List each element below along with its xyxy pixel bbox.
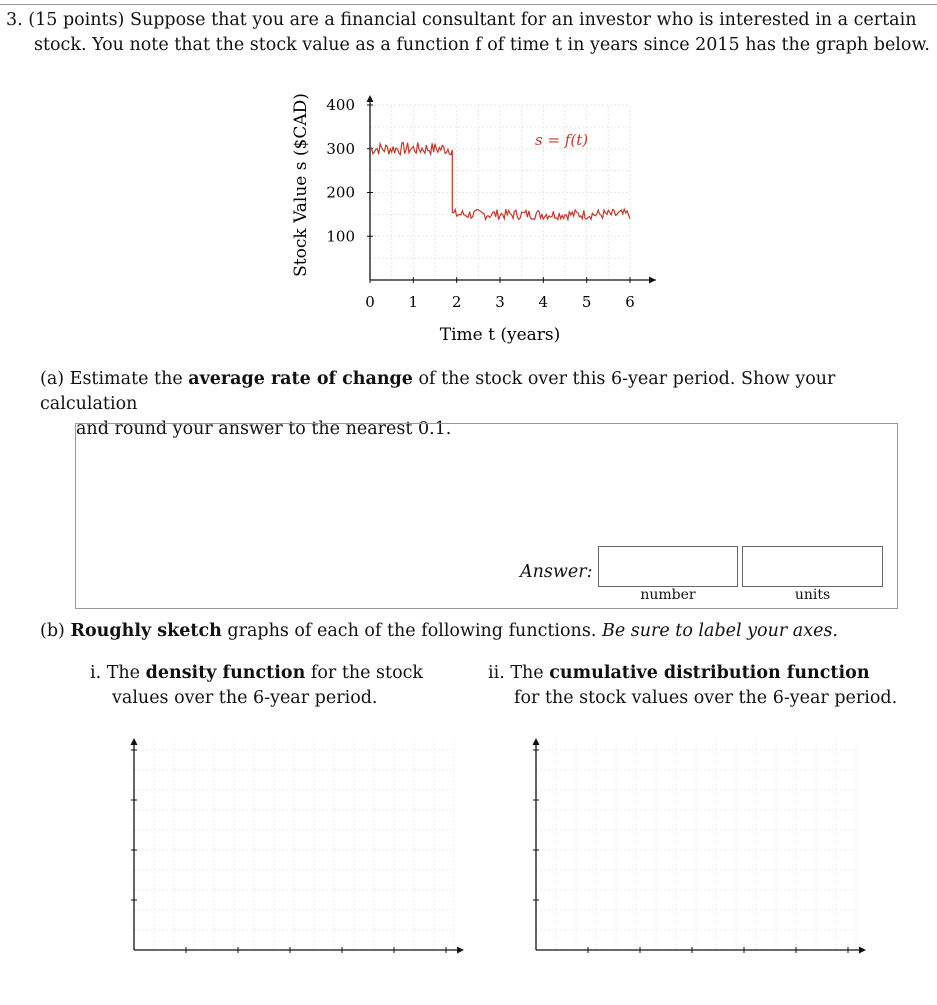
- x-tick-label: 2: [451, 293, 462, 311]
- part-a-bold: average rate of change: [188, 369, 413, 389]
- units-label: units: [794, 587, 831, 603]
- x-tick-label: 5: [581, 293, 592, 311]
- part-b-main-text: graphs of each of the following functions.: [227, 621, 597, 641]
- part-b-italic: Be sure to label your axes.: [601, 621, 838, 641]
- stock-chart: [280, 85, 660, 350]
- number-answer-box[interactable]: [598, 546, 738, 587]
- density-grid: [134, 740, 454, 950]
- sub-i-label: i. The: [90, 663, 141, 683]
- x-tick-label: 3: [495, 293, 505, 311]
- density-sketch-axes[interactable]: [120, 725, 465, 960]
- top-rule: [0, 4, 937, 5]
- y-axis-label: Stock Value s ($CAD): [291, 93, 311, 277]
- question-line2: stock. You note that the stock value as a function f of time t in years since 2015 has the graph below.: [34, 35, 930, 55]
- question-number: 3.: [6, 10, 23, 30]
- x-tick-label: 6: [625, 293, 635, 311]
- x-axis-label: Time t (years): [439, 325, 561, 345]
- sub-ii-bold: cumulative distribution function: [549, 663, 870, 683]
- sub-i-main-text: for the stock: [310, 663, 424, 683]
- part-b-bold: Roughly sketch: [70, 621, 222, 641]
- x-tick-label: 4: [538, 293, 549, 311]
- part-a-label: (a): [40, 369, 65, 389]
- sub-ii-text: [488, 661, 928, 711]
- sub-ii-label: ii. The: [488, 663, 544, 683]
- question-text: [6, 8, 931, 58]
- series-line: [370, 142, 630, 219]
- sub-i-text: [90, 661, 450, 711]
- units-answer-box[interactable]: [742, 546, 883, 587]
- question-points: (15 points): [28, 10, 125, 30]
- part-a-text-pre: Estimate the: [69, 369, 183, 389]
- x-axis-arrow: [859, 947, 866, 954]
- part-b-label: (b): [40, 621, 65, 641]
- series-label: s = f(t): [535, 131, 589, 149]
- x-tick-label: 0: [365, 293, 375, 311]
- chart-grid: [370, 105, 630, 280]
- cdf-grid: [536, 740, 856, 950]
- part-a-line2: and round your answer to the nearest 0.1.: [76, 419, 452, 439]
- part-a-text-post: of the stock over this 6-year period. Show your calculation: [40, 369, 836, 414]
- sub-ii-line2: for the stock values over the 6-year period.: [514, 688, 898, 708]
- part-b-text: [40, 621, 838, 641]
- sub-i-bold: density function: [145, 663, 306, 683]
- cdf-sketch-axes[interactable]: [522, 725, 867, 960]
- number-label: number: [640, 587, 696, 603]
- y-axis-arrow: [533, 738, 540, 745]
- chart-ticks: [326, 96, 634, 311]
- y-tick-label: 400: [326, 96, 355, 114]
- y-tick-label: 100: [326, 227, 355, 246]
- x-axis-arrow: [649, 277, 656, 284]
- question-line1: Suppose that you are a financial consultant for an investor who is interested in a certain: [129, 10, 917, 30]
- y-axis-arrow: [367, 95, 374, 102]
- y-tick-label: 300: [326, 139, 355, 158]
- y-tick-label: 200: [326, 183, 355, 202]
- chart-axes: [367, 95, 657, 284]
- y-axis-arrow: [131, 738, 138, 745]
- x-tick-label: 1: [408, 293, 419, 311]
- x-axis-arrow: [457, 947, 464, 954]
- answer-label: Answer:: [520, 562, 593, 582]
- sub-i-line2: values over the 6-year period.: [112, 688, 378, 708]
